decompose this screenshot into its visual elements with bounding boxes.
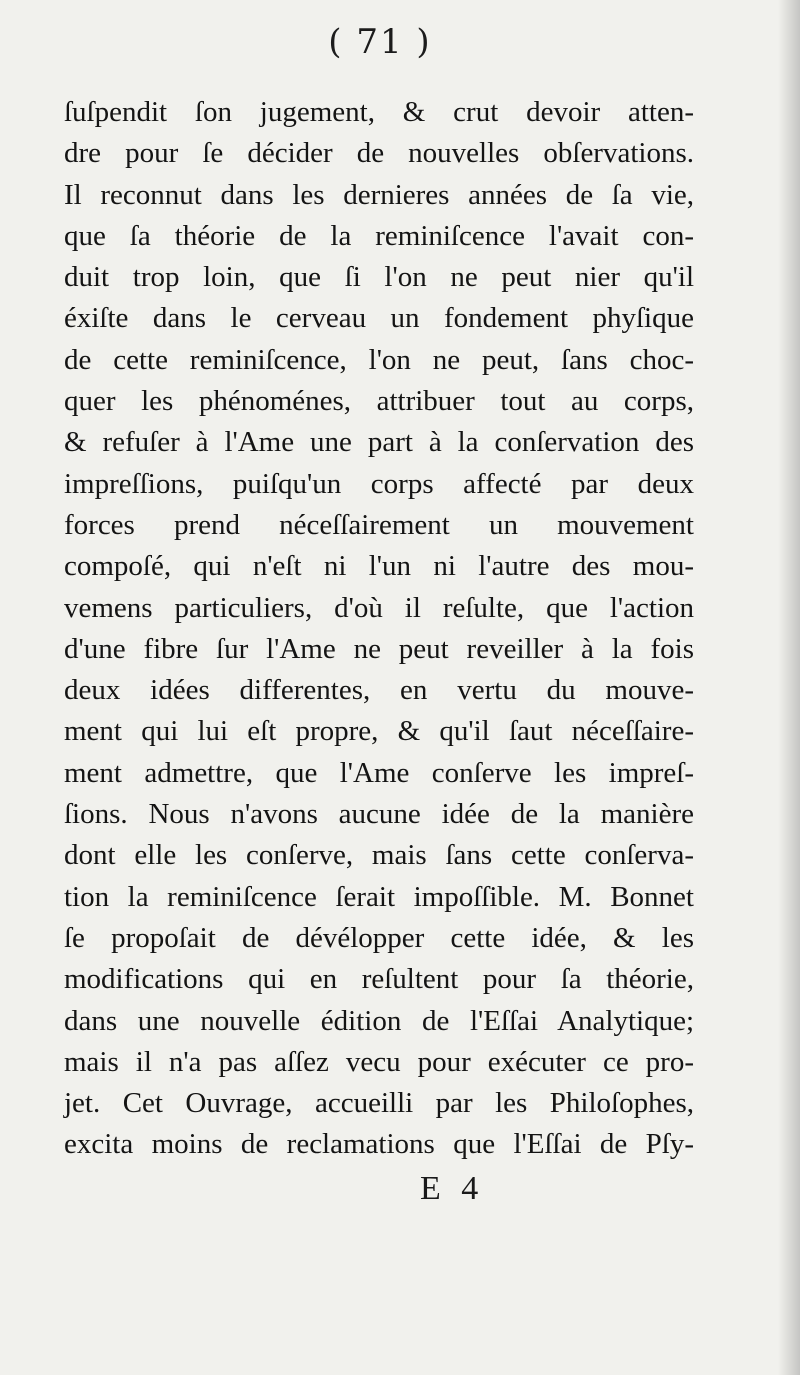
text-line: impreſſions, puiſqu'un corps affecté par deux [64, 467, 694, 500]
text-line: Il reconnut dans les dernieres années de ſa vie, [64, 178, 694, 211]
text-line: excita moins de reclamations que l'Eſſai de Pſy- [64, 1128, 694, 1161]
text-line: ſions. Nous n'avons aucune idée de la manière [64, 798, 694, 831]
text-line: ment admettre, que l'Ame conſerve les impreſ- [64, 756, 694, 789]
text-line: deux idées differentes, en vertu du mouve- [64, 674, 694, 707]
text-line: dre pour ſe décider de nouvelles obſervations. [64, 137, 694, 170]
text-line: compoſé, qui n'eſt ni l'un ni l'autre des mou- [64, 550, 694, 583]
text-line: modifications qui en reſultent pour ſa théorie, [64, 963, 694, 996]
text-line: ſuſpendit ſon jugement, & crut devoir atten- [64, 96, 694, 128]
text-line: dans une nouvelle édition de l'Eſſai Analytique; [64, 1004, 694, 1037]
text-line: de cette reminiſcence, l'on ne peut, ſans choc- [64, 343, 694, 376]
text-line: dont elle les conſerve, mais ſans cette conſerva- [64, 839, 694, 872]
text-line: que ſa théorie de la reminiſcence l'avait con- [64, 219, 694, 252]
text-line: tion la reminiſcence ſerait impoſſible. M. Bonnet [64, 880, 694, 913]
text-line: ſe propoſait de dévélopper cette idée, & les [64, 921, 694, 954]
page-edge-shadow [778, 0, 800, 1375]
text-line: duit trop loin, que ſi l'on ne peut nier qu'il [64, 261, 694, 294]
body-text [64, 92, 694, 1166]
text-line: jet. Cet Ouvrage, accueilli par les Philoſophes, [64, 1087, 694, 1120]
text-line: forces prend néceſſairement un mouvement [64, 508, 694, 541]
text-line: éxiſte dans le cerveau un fondement phyſique [64, 302, 694, 335]
page-number: ( 71 ) [328, 22, 432, 62]
text-line: ment qui lui eſt propre, & qu'il ſaut néceſſaire- [64, 715, 694, 748]
text-line: & refuſer à l'Ame une part à la conſervation des [64, 426, 694, 459]
text-line: vemens particuliers, d'où il reſulte, que l'action [64, 591, 694, 624]
signature-mark: E 4 [420, 1170, 485, 1207]
text-line: d'une fibre ſur l'Ame ne peut reveiller à la fois [64, 632, 694, 665]
text-line: quer les phénoménes, attribuer tout au corps, [64, 385, 694, 418]
text-line: mais il n'a pas aſſez vecu pour exécuter ce pro- [64, 1045, 694, 1078]
